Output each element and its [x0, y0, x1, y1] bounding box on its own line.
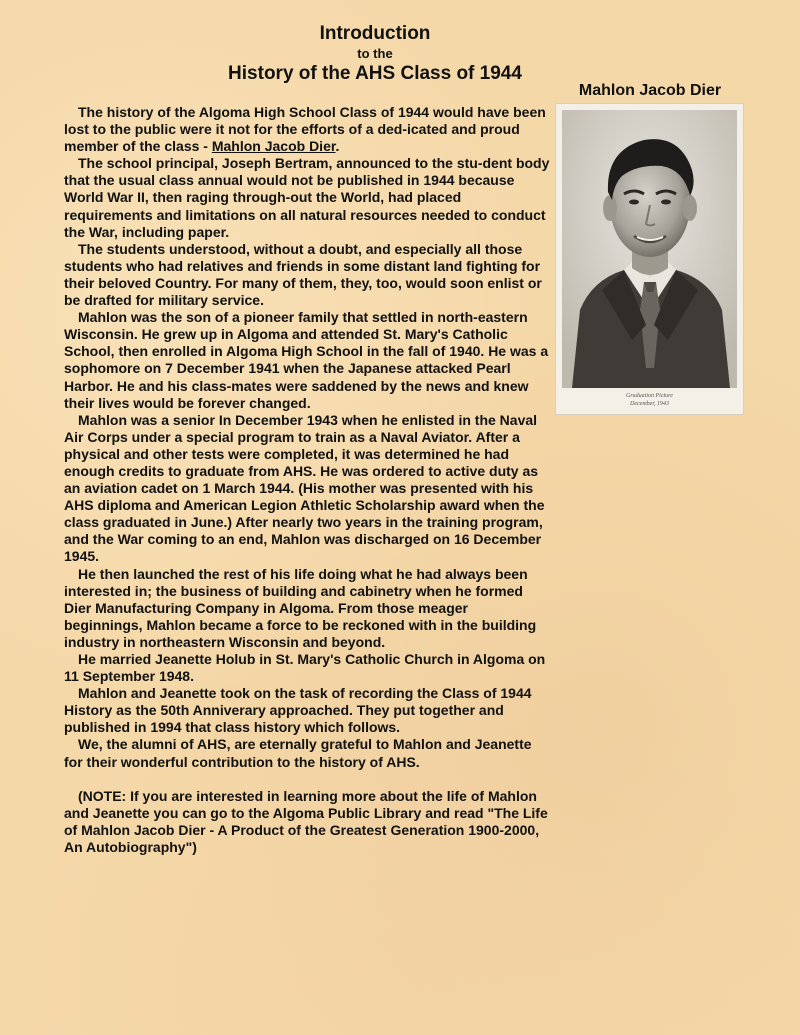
paragraph-9: We, the alumni of AHS, are eternally grateful to Mahlon and Jeanette for their wonderful contribution to the history of AHS. [64, 736, 532, 770]
graduation-photo [562, 110, 737, 388]
paragraph-6: He then launched the rest of his life doing what he had always been interested in; the business of building and cabinetry when he formed Dier Manufacturing Company in Algoma. From those meager beginnings, Mahlon became a force to be reckoned with in the building industry in northeastern Wisconsin and beyond. [64, 565, 537, 650]
honoree-name: Mahlon Jacob Dier [211, 138, 336, 155]
article-body [64, 104, 550, 856]
page-title: Introduction [319, 23, 431, 44]
paragraph-8: Mahlon and Jeanette took on the task of recording the Class of 1944 History as the 50th Anniverary approached. They put together and published in 1994 that class history which follows. [64, 685, 532, 736]
paragraph-5: Mahlon was a senior In December 1943 when he enlisted in the Naval Air Corps under a special program to train as a Naval Aviator. After a physical and other tests were completed, it was determined he had enough credits to graduate from AHS. He was ordered to active duty as an aviation cadet on 1 March 1944. (His mother was presented with his AHS diploma and American Legion Athletic Scholarship award when the class graduated in June.) After nearly two years in the training program, and the War coming to an end, Mahlon was discharged on 16 December 1945. [64, 411, 545, 565]
paragraph-7: He married Jeanette Holub in St. Mary's Catholic Church in Algoma on 11 September 1948. [64, 651, 546, 685]
photo-caption-line1: Graduation Picture [626, 393, 673, 399]
photo-caption-line2: December, 1943 [630, 401, 669, 407]
page-header [0, 22, 750, 86]
photo-caption [556, 392, 743, 408]
paragraph-3: The students understood, without a doubt, and especially all those students who had relatives and friends in some distant land fighting for their beloved Country. For many of them, they, too, would soon enlist or be drafted for military service. [64, 240, 542, 309]
paragraph-4: Mahlon was the son of a pioneer family that settled in north-eastern Wisconsin. He grew up in Algoma and attended St. Mary's Catholic School, then enrolled in Algoma High School in the fall of 1940. He was a sophomore on 7 December 1941 when the Japanese attacked Pearl Harbor. He and his class-mates were saddened by the news and knew their lives would be forever changed. [64, 309, 549, 411]
paragraph-1-text: The history of the Algoma High School Class of 1944 would have been lost to the public were it not for the efforts of a ded-icated and proud member of the class - [64, 104, 546, 155]
portrait-illustration [562, 110, 737, 388]
paragraph-1 [64, 104, 550, 155]
page-subtitle: History of the AHS Class of 1944 [228, 63, 522, 84]
paragraph-1-end: . [335, 138, 340, 155]
note-paragraph: (NOTE: If you are interested in learning more about the life of Mahlon and Jeanette you can go to the Algoma Public Library and read "The Life of Mahlon Jacob Dier - A Product of the Greatest Generation 1900-2000, An Autobiography") [64, 787, 548, 855]
portrait-name: Mahlon Jacob Dier [578, 82, 722, 99]
page-title-connector: to the [357, 46, 393, 61]
paragraph-2: The school principal, Joseph Bertram, announced to the stu-dent body that the usual class annual would not be published in 1944 because World War II, then raging through-out the World, had placed requirements and limitations on all natural resources needed to conduct the War, including paper. [64, 155, 550, 240]
portrait-frame [556, 104, 743, 414]
